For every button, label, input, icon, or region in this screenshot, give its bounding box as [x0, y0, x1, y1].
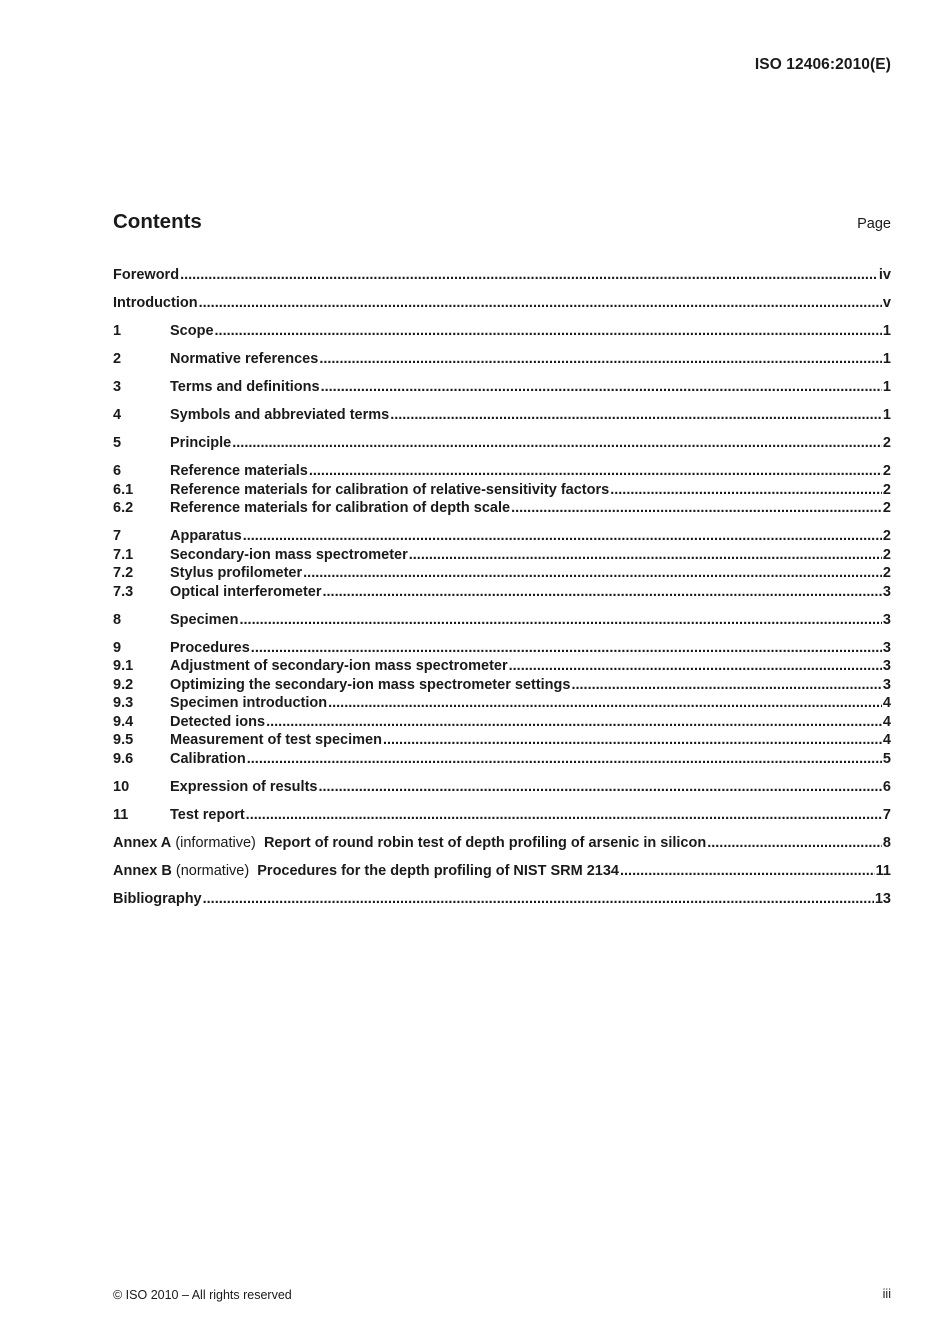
toc-entry-number: 10 [113, 778, 130, 795]
toc-entry-title: Detected ions [170, 713, 266, 730]
toc-entry-page: 13 [874, 890, 891, 907]
toc-entry-1[interactable] [113, 322, 891, 341]
toc-entry-number: 5 [113, 435, 122, 451]
annex-title: Procedures for the depth profiling of NIST SRM 2134 [257, 862, 619, 879]
annex-label: Annex A [113, 834, 172, 851]
toc-entry-9-6[interactable] [113, 750, 891, 769]
dot-leader [240, 611, 882, 630]
toc-entry-page: 6 [882, 778, 891, 795]
toc-entry-9-3[interactable] [113, 694, 891, 713]
toc-entry-number: 2 [113, 351, 122, 367]
toc-entry-number: 6 [113, 463, 122, 479]
toc-entry-page: 2 [882, 565, 891, 581]
toc-entry-4[interactable] [113, 406, 891, 425]
dot-leader [180, 266, 878, 285]
table-of-contents [113, 266, 891, 908]
toc-entry-page: 2 [882, 481, 891, 498]
toc-entry-page: 3 [882, 583, 891, 600]
toc-entry-page: 7 [882, 806, 891, 823]
page-column-label: Page [857, 216, 891, 232]
toc-entry-number: 6.2 [113, 500, 134, 516]
toc-entry-annex-b[interactable] [113, 862, 891, 881]
dot-leader [707, 834, 882, 853]
toc-entry-page: 1 [882, 323, 891, 339]
document-id: ISO 12406:2010(E) [754, 56, 891, 73]
toc-entry-number: 3 [113, 379, 122, 395]
toc-entry-5[interactable] [113, 434, 891, 453]
page-number: iii [882, 1287, 891, 1301]
toc-entry-number: 11 [113, 806, 129, 823]
toc-entry-title: Expression of results [170, 778, 318, 795]
toc-entry-number: 9.2 [113, 676, 134, 693]
toc-entry-7-2[interactable] [113, 564, 891, 583]
toc-entry-title: Foreword [113, 267, 180, 283]
dot-leader [232, 434, 882, 453]
toc-entry-page: 2 [882, 435, 891, 451]
toc-entry-bibliography[interactable] [113, 890, 891, 909]
toc-entry-page: 1 [882, 379, 891, 395]
toc-entry-title: Terms and definitions [170, 379, 320, 395]
toc-entry-title: Calibration [170, 750, 246, 767]
toc-entry-7-3[interactable] [113, 583, 891, 602]
dot-leader [390, 406, 882, 425]
dot-leader [620, 862, 875, 881]
toc-entry-title: Specimen introduction [170, 695, 328, 711]
toc-entry-page: 2 [882, 500, 891, 516]
toc-entry-title: Test report [170, 806, 245, 823]
toc-entry-page: 1 [882, 351, 891, 367]
toc-entry-9-1[interactable] [113, 657, 891, 676]
toc-entry-9[interactable] [113, 639, 891, 658]
toc-entry-page: 8 [882, 834, 891, 851]
dot-leader [328, 694, 882, 713]
toc-entry-page: 4 [882, 713, 891, 730]
dot-leader [303, 564, 882, 583]
toc-entry-10[interactable] [113, 778, 891, 797]
toc-entry-page: v [882, 295, 891, 311]
toc-entry-introduction[interactable] [113, 294, 891, 313]
dot-leader [511, 499, 882, 518]
toc-entry-title: Apparatus [170, 528, 242, 544]
toc-entry-page: 3 [882, 658, 891, 674]
toc-entry-number: 7.1 [113, 546, 134, 563]
toc-entry-title: Introduction [113, 295, 198, 311]
toc-entry-page: 5 [882, 750, 891, 767]
toc-entry-number: 9.4 [113, 713, 134, 730]
dot-leader [215, 322, 882, 341]
toc-entry-title: Bibliography [113, 890, 202, 907]
dot-leader [319, 350, 882, 369]
annex-title: Report of round robin test of depth profiling of arsenic in silicon [263, 834, 707, 851]
toc-entry-number: 4 [113, 407, 122, 423]
contents-heading: Contents [113, 210, 202, 233]
annex-kind: (normative) [175, 862, 250, 879]
dot-leader [243, 527, 882, 546]
toc-entry-page: 3 [882, 676, 891, 693]
dot-leader [323, 583, 882, 602]
toc-entry-title: Principle [170, 435, 232, 451]
toc-entry-title: Adjustment of secondary-ion mass spectrometer [170, 658, 508, 674]
toc-entry-number: 9 [113, 639, 122, 656]
toc-entry-number: 6.1 [113, 481, 134, 498]
toc-entry-title: Reference materials for calibration of relative-sensitivity factors [170, 481, 610, 498]
toc-entry-page: 3 [882, 639, 891, 656]
toc-entry-6-1[interactable] [113, 481, 891, 500]
toc-entry-annex-a[interactable] [113, 834, 891, 853]
toc-entry-title: Reference materials [170, 463, 308, 479]
dot-leader [571, 676, 881, 695]
toc-entry-title: Symbols and abbreviated terms [170, 407, 390, 423]
toc-entry-7-1[interactable] [113, 546, 891, 565]
copyright-notice: © ISO 2010 – All rights reserved [113, 1288, 292, 1302]
dot-leader [199, 294, 882, 313]
toc-entry-number: 9.5 [113, 732, 134, 748]
dot-leader [321, 378, 882, 397]
toc-entry-9-2[interactable] [113, 676, 891, 695]
dot-leader [383, 731, 882, 750]
toc-entry-number: 1 [113, 323, 122, 339]
toc-entry-2[interactable] [113, 350, 891, 369]
dot-leader [266, 713, 882, 732]
toc-entry-11[interactable] [113, 806, 891, 825]
annex-label: Annex B [113, 862, 172, 879]
toc-entry-9-4[interactable] [113, 713, 891, 732]
toc-entry-title: Stylus profilometer [170, 565, 303, 581]
toc-entry-title: Measurement of test specimen [170, 732, 382, 748]
dot-leader [309, 462, 882, 481]
toc-entry-title: Specimen [170, 611, 239, 628]
annex-kind: (informative) [175, 834, 256, 851]
toc-entry-title: Procedures [170, 639, 250, 656]
toc-entry-number: 9.3 [113, 695, 134, 711]
toc-entry-6-2[interactable] [113, 499, 891, 518]
toc-entry-7[interactable] [113, 527, 891, 546]
dot-leader [318, 778, 881, 797]
toc-entry-number: 8 [113, 611, 122, 628]
toc-entry-8[interactable] [113, 611, 891, 630]
toc-entry-6[interactable] [113, 462, 891, 481]
toc-entry-title: Optical interferometer [170, 583, 322, 600]
toc-entry-number: 9.1 [113, 658, 134, 674]
toc-entry-3[interactable] [113, 378, 891, 397]
dot-leader [246, 806, 882, 825]
toc-entry-number: 7.2 [113, 565, 134, 581]
dot-leader [251, 639, 882, 658]
toc-entry-page: 2 [882, 546, 891, 563]
dot-leader [409, 546, 882, 565]
toc-entry-number: 7 [113, 528, 122, 544]
toc-entry-title: Scope [170, 323, 214, 339]
toc-entry-title: Normative references [170, 351, 319, 367]
toc-entry-9-5[interactable] [113, 731, 891, 750]
dot-leader [247, 750, 882, 769]
toc-entry-page: 1 [882, 407, 891, 423]
toc-entry-page: 4 [882, 732, 891, 748]
toc-entry-title: Optimizing the secondary-ion mass spectrometer settings [170, 676, 571, 693]
toc-entry-number: 9.6 [113, 750, 134, 767]
toc-entry-number: 7.3 [113, 583, 134, 600]
toc-entry-title [113, 862, 619, 881]
toc-entry-page: iv [878, 267, 891, 283]
toc-entry-title: Reference materials for calibration of depth scale [170, 500, 511, 516]
dot-leader [610, 481, 882, 500]
toc-entry-page: 11 [875, 862, 891, 879]
dot-leader [509, 657, 882, 676]
toc-entry-page: 3 [882, 611, 891, 628]
toc-entry-title: Secondary-ion mass spectrometer [170, 546, 408, 563]
toc-entry-title [113, 834, 706, 853]
toc-entry-foreword[interactable] [113, 266, 891, 285]
toc-entry-page: 2 [882, 528, 891, 544]
toc-entry-page: 2 [882, 463, 891, 479]
toc-entry-page: 4 [882, 695, 891, 711]
dot-leader [203, 890, 874, 909]
